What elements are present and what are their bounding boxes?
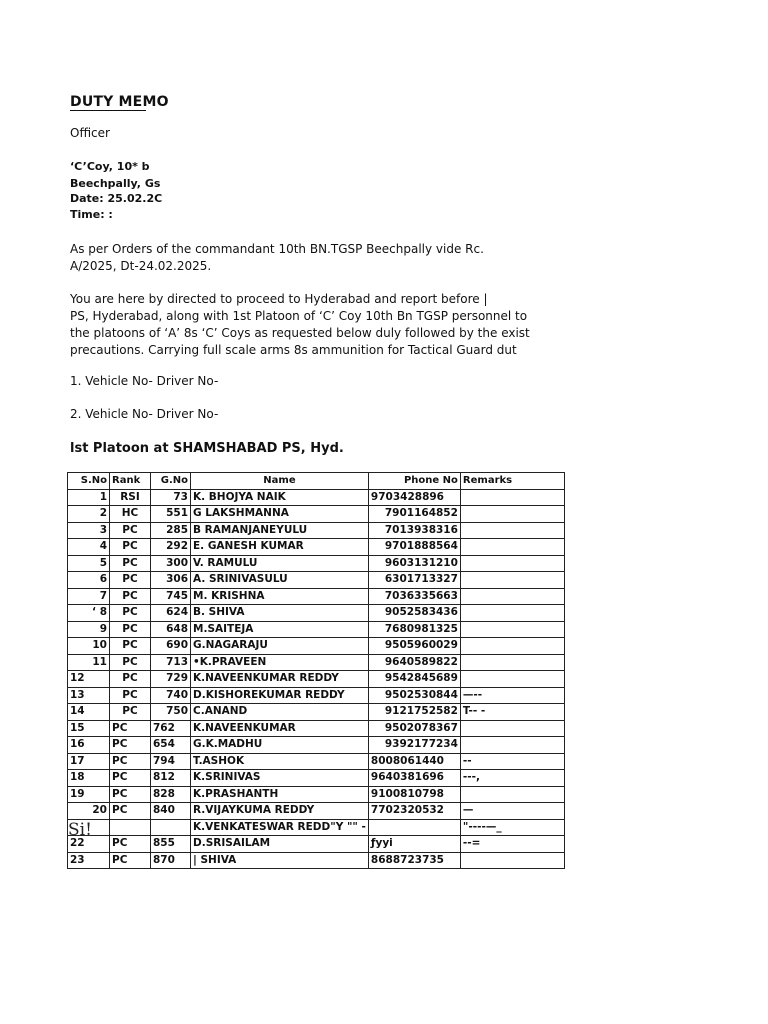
- cell-rank: RSI: [110, 489, 151, 506]
- cell-phone: 7702320532: [368, 803, 460, 820]
- cell-gno: 750: [151, 704, 191, 721]
- cell-gno: 306: [151, 572, 191, 589]
- cell-gno: 740: [151, 687, 191, 704]
- cell-remarks: [460, 555, 564, 572]
- coy-line: ‘C’Coy, 10* b: [70, 160, 150, 173]
- section-title: lst Platoon at SHAMSHABAD PS, Hyd.: [70, 441, 344, 456]
- cell-sno: 4: [68, 539, 110, 556]
- cell-phone: 8008061440: [368, 753, 460, 770]
- cell-rank: PC: [110, 638, 151, 655]
- cell-remarks: [460, 720, 564, 737]
- table-row: [68, 671, 565, 688]
- cell-name: G LAKSHMANNA: [191, 506, 369, 523]
- cell-gno: 285: [151, 522, 191, 539]
- cell-remarks: [460, 489, 564, 506]
- cell-rank: PC: [110, 786, 151, 803]
- cell-gno: 729: [151, 671, 191, 688]
- cell-sno: 5: [68, 555, 110, 572]
- cell-sno: 7: [68, 588, 110, 605]
- cell-name: K.VENKATESWAR REDD"Y "" -: [191, 819, 369, 836]
- roster-table: [67, 472, 565, 869]
- cell-phone: ƒyyi: [368, 836, 460, 853]
- table-row: [68, 522, 565, 539]
- cell-sno: 16: [68, 737, 110, 754]
- cell-phone: 7901164852: [368, 506, 460, 523]
- cell-gno: 745: [151, 588, 191, 605]
- cell-gno: 828: [151, 786, 191, 803]
- cell-gno: 762: [151, 720, 191, 737]
- cell-rank: PC: [110, 687, 151, 704]
- cell-remarks: [460, 539, 564, 556]
- table-row: [68, 770, 565, 787]
- table-row: [68, 654, 565, 671]
- place-line: Beechpally, Gs: [70, 177, 161, 190]
- table-row: [68, 572, 565, 589]
- cell-phone: 9502530844: [368, 687, 460, 704]
- cell-remarks: [460, 522, 564, 539]
- cell-remarks: T-- -: [460, 704, 564, 721]
- table-row: [68, 836, 565, 853]
- cell-rank: PC: [110, 588, 151, 605]
- cell-name: D.SRISAILAM: [191, 836, 369, 853]
- cell-phone: 9640381696: [368, 770, 460, 787]
- cell-rank: PC: [110, 720, 151, 737]
- stray-mark: Si!: [68, 820, 92, 840]
- cell-phone: 9121752582: [368, 704, 460, 721]
- directive-paragraph: [70, 291, 540, 359]
- header-remarks: Remarks: [460, 473, 564, 490]
- cell-remarks: [460, 621, 564, 638]
- cell-remarks: "----—_: [460, 819, 564, 836]
- cell-sno: 18: [68, 770, 110, 787]
- header-phone: Phone No: [368, 473, 460, 490]
- cell-name: C.ANAND: [191, 704, 369, 721]
- table-row: [68, 489, 565, 506]
- orders-line-2: A/2025, Dt-24.02.2025.: [70, 259, 212, 273]
- cell-phone: 9701888564: [368, 539, 460, 556]
- cell-gno: 855: [151, 836, 191, 853]
- cell-sno: 15: [68, 720, 110, 737]
- cell-sno: 23: [68, 852, 110, 869]
- table-row: [68, 687, 565, 704]
- cell-sno: 22: [68, 836, 110, 853]
- cell-name: V. RAMULU: [191, 555, 369, 572]
- directive-line-4: precautions. Carrying full scale arms 8s ammunition for Tactical Guard dut: [70, 343, 517, 357]
- header-name: Name: [191, 473, 369, 490]
- cell-gno: 292: [151, 539, 191, 556]
- cell-rank: PC: [110, 753, 151, 770]
- cell-name: B RAMANJANEYULU: [191, 522, 369, 539]
- cell-sno: 1: [68, 489, 110, 506]
- cell-rank: PC: [110, 555, 151, 572]
- title-underline: [70, 110, 146, 111]
- cell-phone: 9640589822: [368, 654, 460, 671]
- cell-name: E. GANESH KUMAR: [191, 539, 369, 556]
- cell-gno: 654: [151, 737, 191, 754]
- cell-remarks: [460, 737, 564, 754]
- time-line: Time: :: [70, 208, 113, 221]
- cell-rank: PC: [110, 770, 151, 787]
- cell-sno: 3: [68, 522, 110, 539]
- cell-gno: 300: [151, 555, 191, 572]
- cell-rank: PC: [110, 704, 151, 721]
- cell-name: B. SHIVA: [191, 605, 369, 622]
- orders-line-1: As per Orders of the commandant 10th BN.TGSP Beechpally vide Rc.: [70, 242, 484, 256]
- cell-phone: 9603131210: [368, 555, 460, 572]
- cell-rank: [110, 819, 151, 836]
- cell-name: A. SRINIVASULU: [191, 572, 369, 589]
- cell-gno: 648: [151, 621, 191, 638]
- cell-name: G.NAGARAJU: [191, 638, 369, 655]
- table-row: [68, 621, 565, 638]
- table-row: [68, 737, 565, 754]
- cell-name: K. BHOJYA NAIK: [191, 489, 369, 506]
- cell-sno: 11: [68, 654, 110, 671]
- cell-rank: PC: [110, 654, 151, 671]
- cell-gno: 690: [151, 638, 191, 655]
- cell-name: K.NAVEENKUMAR REDDY: [191, 671, 369, 688]
- cell-gno: 812: [151, 770, 191, 787]
- cell-gno: 551: [151, 506, 191, 523]
- cell-remarks: [460, 638, 564, 655]
- table-row: [68, 753, 565, 770]
- cell-name: K.PRASHANTH: [191, 786, 369, 803]
- cell-rank: PC: [110, 572, 151, 589]
- cell-sno: 9: [68, 621, 110, 638]
- cell-remarks: [460, 506, 564, 523]
- cell-gno: [151, 819, 191, 836]
- cell-sno: 17: [68, 753, 110, 770]
- cell-rank: PC: [110, 522, 151, 539]
- cell-remarks: [460, 852, 564, 869]
- cell-rank: PC: [110, 803, 151, 820]
- cell-gno: 870: [151, 852, 191, 869]
- cell-gno: 624: [151, 605, 191, 622]
- cell-gno: 713: [151, 654, 191, 671]
- cell-rank: PC: [110, 605, 151, 622]
- table-row: [68, 720, 565, 737]
- cell-sno: 2: [68, 506, 110, 523]
- cell-sno: 20: [68, 803, 110, 820]
- table-row: [68, 506, 565, 523]
- cell-rank: PC: [110, 621, 151, 638]
- cell-name: R.VIJAYKUMA REDDY: [191, 803, 369, 820]
- cell-remarks: [460, 671, 564, 688]
- cell-name: K.SRINIVAS: [191, 770, 369, 787]
- cell-gno: 73: [151, 489, 191, 506]
- cell-name: T.ASHOK: [191, 753, 369, 770]
- cell-remarks: [460, 605, 564, 622]
- cell-rank: PC: [110, 852, 151, 869]
- cell-name: •K.PRAVEEN: [191, 654, 369, 671]
- vehicle-line-2: 2. Vehicle No- Driver No-: [70, 407, 219, 421]
- table-row: [68, 539, 565, 556]
- cell-sno: 12: [68, 671, 110, 688]
- table-header-row: [68, 473, 565, 490]
- cell-phone: [368, 819, 460, 836]
- cell-remarks: [460, 654, 564, 671]
- cell-sno: 19: [68, 786, 110, 803]
- cell-phone: 7680981325: [368, 621, 460, 638]
- cell-remarks: --=: [460, 836, 564, 853]
- cell-phone: 6301713327: [368, 572, 460, 589]
- date-line: Date: 25.02.2C: [70, 192, 163, 205]
- memo-title: DUTY MEMO: [70, 94, 169, 110]
- table-row: [68, 588, 565, 605]
- table-row: [68, 819, 565, 836]
- cell-rank: PC: [110, 671, 151, 688]
- cell-remarks: —: [460, 803, 564, 820]
- cell-remarks: [460, 588, 564, 605]
- header-rank: Rank: [110, 473, 151, 490]
- cell-rank: PC: [110, 737, 151, 754]
- cell-remarks: ---,: [460, 770, 564, 787]
- cell-name: D.KISHOREKUMAR REDDY: [191, 687, 369, 704]
- cell-name: M. KRISHNA: [191, 588, 369, 605]
- cell-name: G.K.MADHU: [191, 737, 369, 754]
- cell-gno: 840: [151, 803, 191, 820]
- directive-line-1: You are here by directed to proceed to Hyderabad and report before |: [70, 292, 488, 306]
- table-row: [68, 803, 565, 820]
- cell-phone: 9542845689: [368, 671, 460, 688]
- cell-phone: 9100810798: [368, 786, 460, 803]
- cell-sno: 14: [68, 704, 110, 721]
- cell-name: M.SAITEJA: [191, 621, 369, 638]
- cell-name: K.NAVEENKUMAR: [191, 720, 369, 737]
- orders-paragraph: [70, 241, 540, 275]
- table-row: [68, 605, 565, 622]
- table-row: [68, 704, 565, 721]
- table-row: [68, 786, 565, 803]
- directive-line-3: the platoons of ‘A’ 8s ‘C’ Coys as requested below duly followed by the exist: [70, 326, 530, 340]
- cell-sno: ‘ 8: [68, 605, 110, 622]
- cell-sno: 6: [68, 572, 110, 589]
- cell-remarks: [460, 786, 564, 803]
- cell-phone: 9703428896: [368, 489, 460, 506]
- cell-phone: 9502078367: [368, 720, 460, 737]
- cell-phone: 9505960029: [368, 638, 460, 655]
- cell-phone: 7013938316: [368, 522, 460, 539]
- officer-label: Officer: [70, 126, 110, 140]
- header-sno: S.No: [68, 473, 110, 490]
- directive-line-2: PS, Hyderabad, along with 1st Platoon of ‘C’ Coy 10th Bn TGSP personnel to: [70, 309, 528, 323]
- cell-gno: 794: [151, 753, 191, 770]
- cell-name: | SHIVA: [191, 852, 369, 869]
- table-row: [68, 638, 565, 655]
- cell-sno: 10: [68, 638, 110, 655]
- cell-phone: 9052583436: [368, 605, 460, 622]
- cell-sno: 13: [68, 687, 110, 704]
- cell-phone: 8688723735: [368, 852, 460, 869]
- cell-phone: 7036335663: [368, 588, 460, 605]
- table-row: [68, 852, 565, 869]
- cell-rank: PC: [110, 836, 151, 853]
- cell-remarks: [460, 572, 564, 589]
- cell-remarks: --: [460, 753, 564, 770]
- cell-remarks: —--: [460, 687, 564, 704]
- table-row: [68, 555, 565, 572]
- cell-rank: PC: [110, 539, 151, 556]
- header-gno: G.No: [151, 473, 191, 490]
- cell-phone: 9392177234: [368, 737, 460, 754]
- vehicle-line-1: 1. Vehicle No- Driver No-: [70, 374, 219, 388]
- cell-rank: HC: [110, 506, 151, 523]
